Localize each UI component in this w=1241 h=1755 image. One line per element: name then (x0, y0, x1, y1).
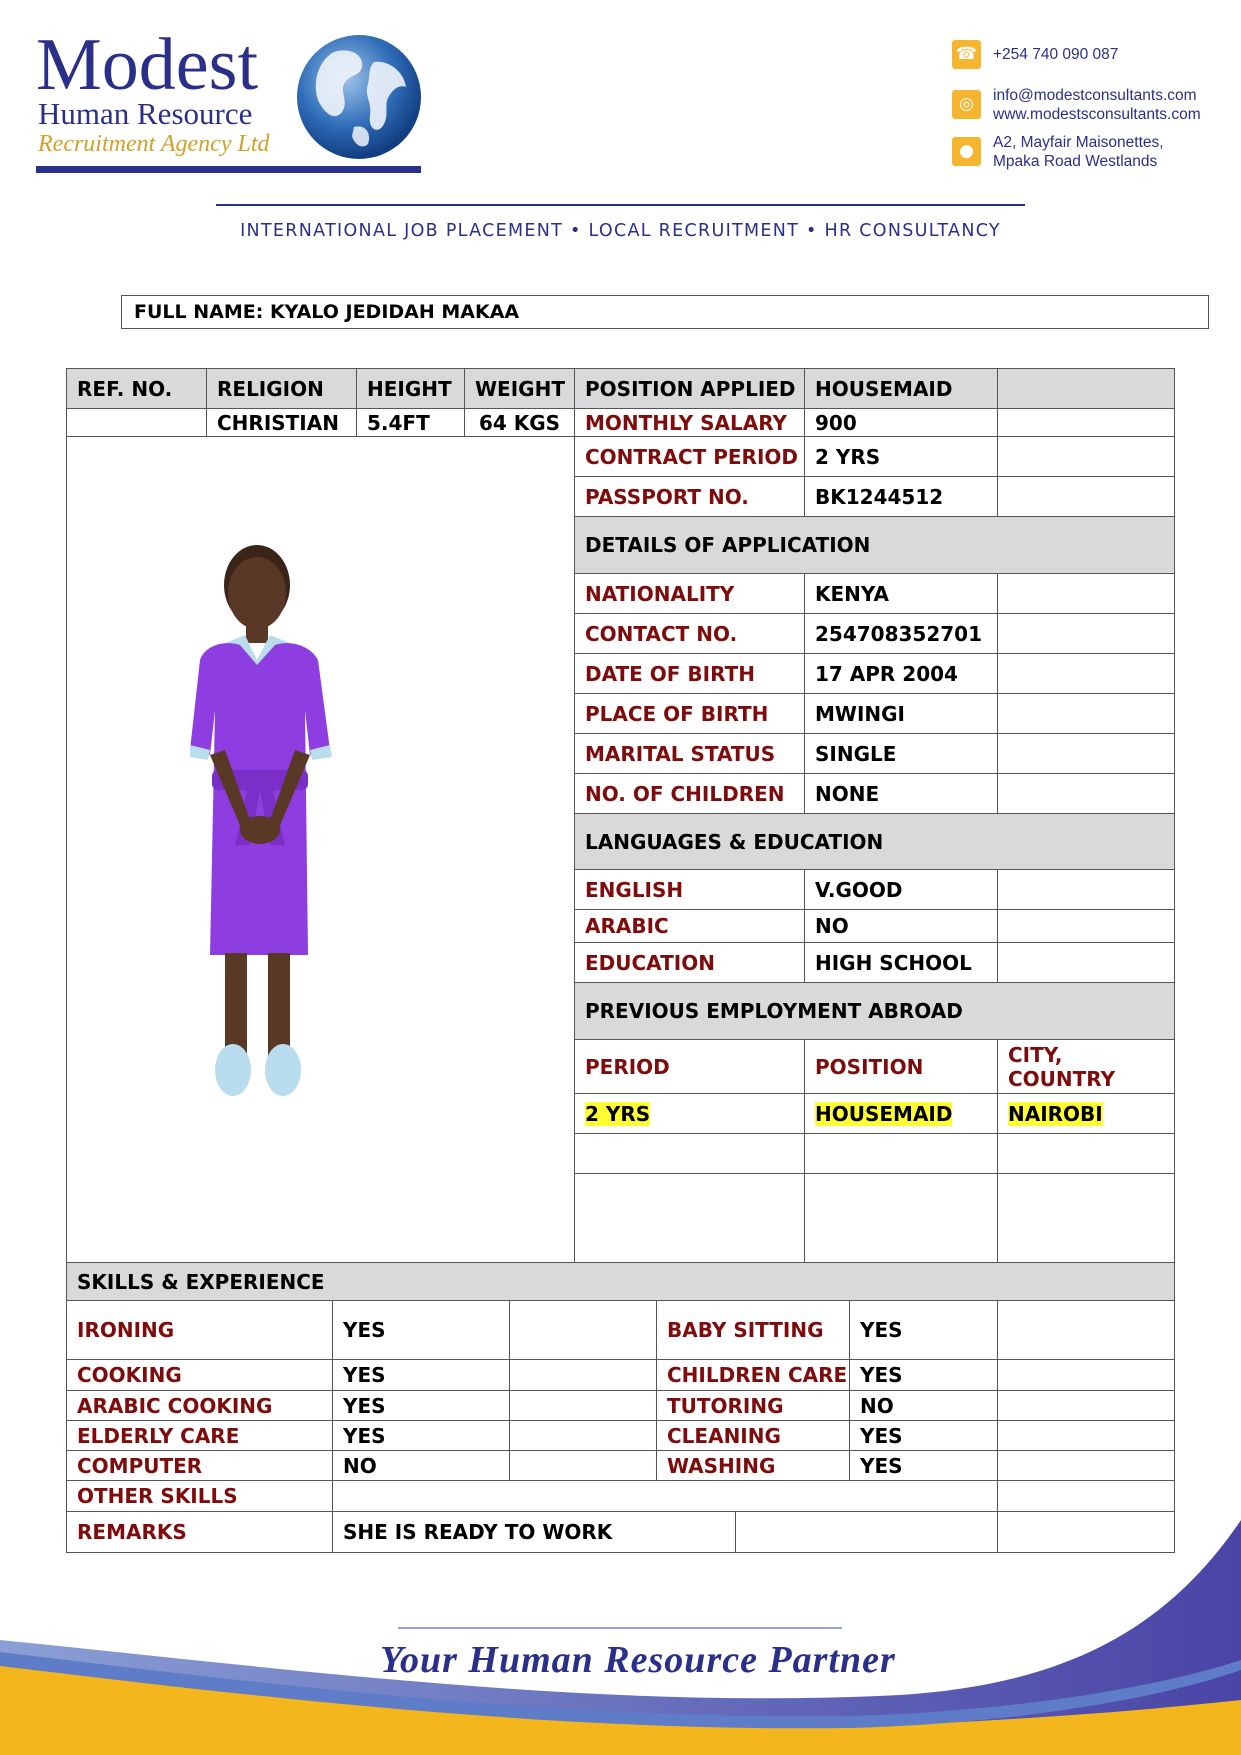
detail-label: NATIONALITY (574, 573, 805, 614)
skill-value: YES (849, 1300, 998, 1360)
email-link[interactable]: info@modestconsultants.com (993, 87, 1197, 104)
employment-position-value: HOUSEMAID (815, 1101, 953, 1126)
monthly-salary-extra (997, 408, 1175, 437)
detail-extra (997, 733, 1175, 774)
education-label: EDUCATION (574, 942, 805, 983)
employment-empty-cell (574, 1133, 805, 1174)
employment-empty-cell (804, 1133, 998, 1174)
skill-label: CLEANING (656, 1420, 850, 1451)
web-row (952, 86, 1201, 124)
employment-city-value: NAIROBI (1008, 1101, 1103, 1126)
detail-value: 254708352701 (804, 613, 998, 654)
skill-label: ARABIC COOKING (66, 1390, 333, 1421)
skill-label: COOKING (66, 1359, 333, 1391)
employment-position-cell (804, 1093, 998, 1134)
language-extra (997, 909, 1175, 943)
education-extra (997, 942, 1175, 983)
skill-label: BABY SITTING (656, 1300, 850, 1360)
address-line-1: A2, Mayfair Maisonettes, (993, 134, 1164, 151)
web-icon: ◎ (952, 90, 981, 119)
skill-label: IRONING (66, 1300, 333, 1360)
location-pin-icon: ● (952, 137, 981, 166)
logo-subtitle: Human Resource (38, 96, 253, 131)
phone-number: +254 740 090 087 (993, 46, 1119, 63)
skill-extra (509, 1420, 657, 1451)
employment-city-header: CITY, COUNTRY (997, 1039, 1175, 1094)
language-label: ENGLISH (574, 869, 805, 910)
services-tagline: INTERNATIONAL JOB PLACEMENT • LOCAL RECRUITMENT • HR CONSULTANCY (240, 221, 1001, 241)
other-skills-value (332, 1480, 998, 1512)
candidate-photo (150, 535, 380, 1105)
skill-label: TUTORING (656, 1390, 850, 1421)
employment-position-header: POSITION (804, 1039, 998, 1094)
other-skills-extra (997, 1480, 1175, 1512)
skill-label: ELDERLY CARE (66, 1420, 333, 1451)
weight-header: WEIGHT (464, 368, 575, 409)
details-section-title: DETAILS OF APPLICATION (574, 516, 1175, 574)
phone-row (952, 40, 1118, 69)
detail-value: NONE (804, 773, 998, 814)
detail-label: DATE OF BIRTH (574, 653, 805, 694)
skill-value: YES (332, 1390, 510, 1421)
skill-label: WASHING (656, 1450, 850, 1481)
detail-label: CONTACT NO. (574, 613, 805, 654)
skill-extra (997, 1450, 1175, 1481)
language-value: V.GOOD (804, 869, 998, 910)
monthly-salary-value: 900 (804, 408, 998, 437)
website-link[interactable]: www.modestsconsultants.com (993, 106, 1201, 123)
employment-empty-cell (997, 1173, 1175, 1263)
skill-extra (997, 1420, 1175, 1451)
religion-header: RELIGION (206, 368, 357, 409)
skill-extra (509, 1390, 657, 1421)
ref-no-header: REF. NO. (66, 368, 207, 409)
detail-value: KENYA (804, 573, 998, 614)
employment-city-cell (997, 1093, 1175, 1134)
employment-period-cell (574, 1093, 805, 1134)
employment-empty-cell (997, 1133, 1175, 1174)
skill-extra (509, 1300, 657, 1360)
language-label: ARABIC (574, 909, 805, 943)
contract-period-label: CONTRACT PERIOD (574, 436, 805, 477)
skill-label: COMPUTER (66, 1450, 333, 1481)
education-value: HIGH SCHOOL (804, 942, 998, 983)
detail-extra (997, 573, 1175, 614)
header-divider (216, 204, 1025, 206)
employment-empty-cell (804, 1173, 998, 1263)
full-name-field: FULL NAME: KYALO JEDIDAH MAKAA (121, 295, 1209, 329)
languages-section-title: LANGUAGES & EDUCATION (574, 813, 1175, 870)
detail-label: PLACE OF BIRTH (574, 693, 805, 734)
passport-value: BK1244512 (804, 476, 998, 517)
skills-section-title: SKILLS & EXPERIENCE (66, 1262, 1175, 1301)
remarks-value: SHE IS READY TO WORK (332, 1511, 736, 1553)
skill-extra (509, 1359, 657, 1391)
passport-label: PASSPORT NO. (574, 476, 805, 517)
employment-period-value: 2 YRS (585, 1101, 651, 1126)
skill-value: YES (849, 1359, 998, 1391)
logo-tagline: Recruitment Agency Ltd (38, 131, 270, 157)
height-header: HEIGHT (356, 368, 465, 409)
skill-value: YES (332, 1420, 510, 1451)
detail-value: 17 APR 2004 (804, 653, 998, 694)
position-applied-label: POSITION APPLIED (574, 368, 805, 409)
detail-label: MARITAL STATUS (574, 733, 805, 774)
passport-extra (997, 476, 1175, 517)
skill-extra (997, 1390, 1175, 1421)
employment-period-header: PERIOD (574, 1039, 805, 1094)
skill-value: YES (332, 1300, 510, 1360)
employment-empty-cell (574, 1173, 805, 1263)
ref-no-value (66, 408, 207, 437)
company-logo (36, 24, 426, 178)
address-line-2: Mpaka Road Westlands (993, 153, 1158, 170)
skill-value: NO (332, 1450, 510, 1481)
remarks-label: REMARKS (66, 1511, 333, 1553)
detail-extra (997, 653, 1175, 694)
globe-icon (294, 32, 424, 162)
height-value: 5.4FT (356, 408, 465, 437)
detail-extra (997, 773, 1175, 814)
phone-icon: ☎ (952, 40, 981, 69)
footer-slogan: Your Human Resource Partner (380, 1639, 896, 1681)
footer-divider (398, 1627, 842, 1629)
skill-value: YES (332, 1359, 510, 1391)
logo-underline (36, 166, 421, 173)
skill-extra (997, 1359, 1175, 1391)
contract-period-extra (997, 436, 1175, 477)
detail-value: SINGLE (804, 733, 998, 774)
detail-value: MWINGI (804, 693, 998, 734)
skill-extra (509, 1450, 657, 1481)
detail-extra (997, 693, 1175, 734)
employment-section-title: PREVIOUS EMPLOYMENT ABROAD (574, 982, 1175, 1040)
religion-value: CHRISTIAN (206, 408, 357, 437)
position-applied-value: HOUSEMAID (804, 368, 998, 409)
contract-period-value: 2 YRS (804, 436, 998, 477)
language-extra (997, 869, 1175, 910)
detail-label: NO. OF CHILDREN (574, 773, 805, 814)
position-applied-extra (997, 368, 1175, 409)
skill-value: YES (849, 1420, 998, 1451)
logo-name: Modest (36, 24, 258, 106)
skill-value: YES (849, 1450, 998, 1481)
language-value: NO (804, 909, 998, 943)
monthly-salary-label: MONTHLY SALARY (574, 408, 805, 437)
weight-value: 64 KGS (464, 408, 575, 437)
address-row (952, 133, 1164, 171)
skill-extra (997, 1300, 1175, 1360)
other-skills-label: OTHER SKILLS (66, 1480, 333, 1512)
detail-extra (997, 613, 1175, 654)
skill-label: CHILDREN CARE (656, 1359, 850, 1391)
skill-value: NO (849, 1390, 998, 1421)
